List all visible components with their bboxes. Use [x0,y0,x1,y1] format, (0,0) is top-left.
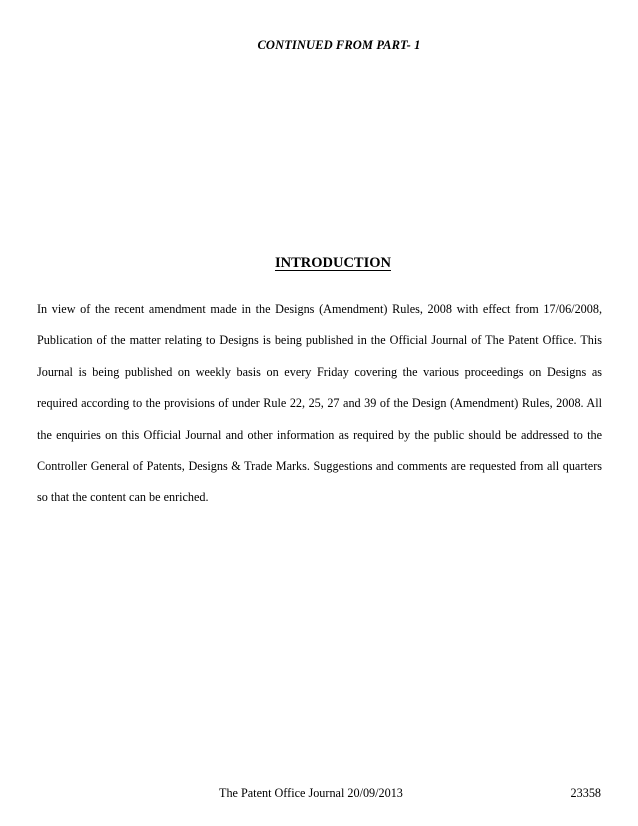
continued-label: CONTINUED FROM PART- 1 [257,38,421,52]
introduction-heading: INTRODUCTION [274,255,391,271]
continued-header [0,38,638,53]
footer-journal-title: The Patent Office Journal 20/09/2013 [219,786,403,800]
section-title [0,255,638,272]
footer-page-number: 23358 [570,786,601,800]
introduction-paragraph: In view of the recent amendment made in the Designs (Amendment) Rules, 2008 with effect from 17/06/2008, Publication of the matter relating to Designs is being published in the Official Journal of The Patent Office. This Journal is being published on weekly basis on every Friday covering the various proceedings on Designs as required according to the provisions of under Rule 22, 25, 27 and 39 of the Design (Amendment) Rules, 2008. All the enquiries on this Official Journal and other information as required by the public should be addressed to the Controller General of Patents, Designs & Trade Marks. Suggestions and comments are requested from all quarters so that the content can be enriched. [37,302,602,505]
